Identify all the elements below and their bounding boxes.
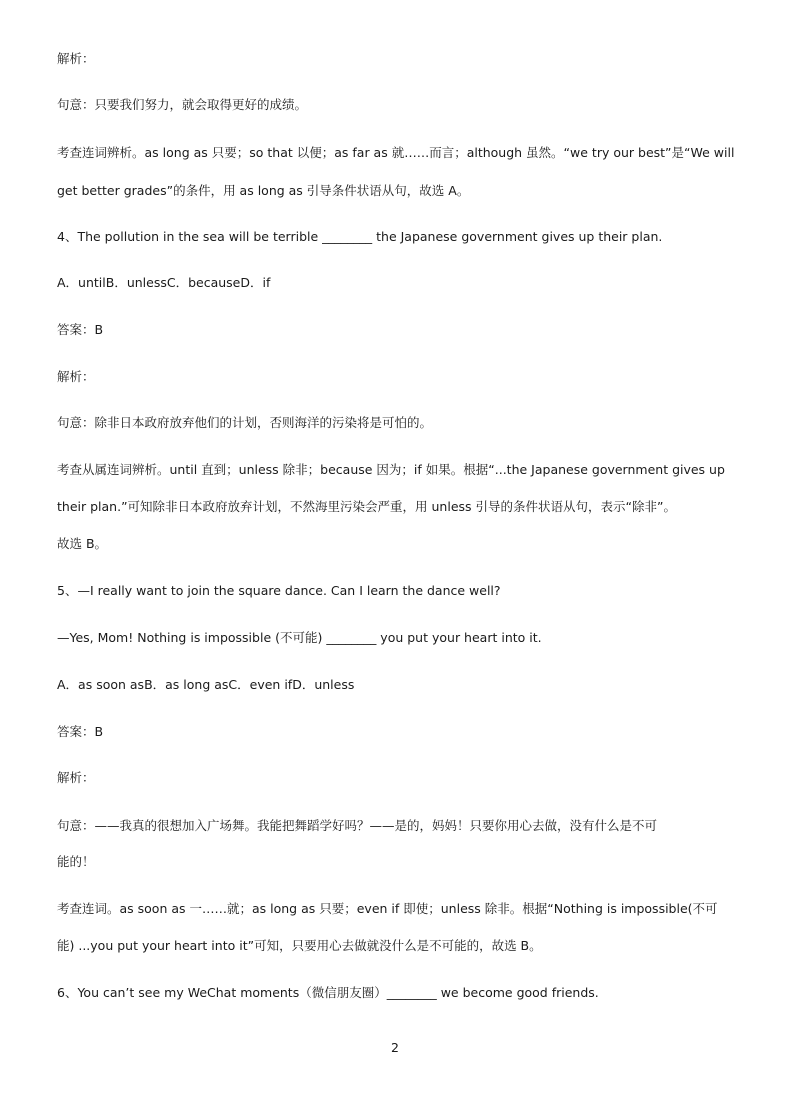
explanation-q3-line2: get better grades”的条件，用 as long as 引导条件状语从句，故选 A。 [57,183,470,198]
answer-q4: 答案：B [57,322,104,337]
question-5-line1: 5、—I really want to join the square dance. Can I learn the dance well? [57,583,501,598]
answer-q5: 答案：B [57,724,104,739]
meaning-q3: 句意：只要我们努力，就会取得更好的成绩。 [57,97,308,112]
explanation-q5-line1: 考查连词。as soon as 一……就；as long as 只要；even if 即使；unless 除非。根据“Nothing is impossible(不可 [57,901,718,916]
analysis-label-q4: 解析： [57,369,95,384]
question-4: 4、The pollution in the sea will be terrible ________ the Japanese government gives up their plan. [57,229,663,244]
meaning-q5-line2: 能的！ [57,854,95,869]
explanation-q3-line1: 考查连词辨析。as long as 只要；so that 以便；as far as 就……而言；although 虽然。“we try our best”是“We will [57,145,735,160]
explanation-q4-line1: 考查从属连词辨析。until 直到；unless 除非；because 因为；if 如果。根据“...the Japanese government gives up [57,462,725,477]
meaning-q4: 句意：除非日本政府放弃他们的计划，否则海洋的污染将是可怕的。 [57,415,433,430]
explanation-q5-line2: 能) ...you put your heart into it”可知，只要用心去做就没什么是不可能的，故选 B。 [57,938,542,953]
options-q4: A．untilB．unlessC．becauseD．if [57,275,271,290]
question-5-line2: —Yes, Mom! Nothing is impossible (不可能) ________ you put your heart into it. [57,630,542,645]
page-number: 2 [391,1040,399,1055]
meaning-q5-line1: 句意：——我真的很想加入广场舞。我能把舞蹈学好吗？——是的，妈妈！只要你用心去做，没有什么是不可 [57,818,658,833]
explanation-q4-line3: 故选 B。 [57,536,108,551]
question-6: 6、You can’t see my WeChat moments（微信朋友圈）________ we become good friends. [57,985,599,1000]
explanation-q4-line2: their plan.”可知除非日本政府放弃计划，不然海里污染会严重，用 unless 引导的条件状语从句，表示“除非”。 [57,499,676,514]
options-q5: A．as soon asB．as long asC．even ifD．unless [57,677,355,692]
analysis-label-q5: 解析： [57,770,95,785]
analysis-label-q3: 解析： [57,51,95,66]
